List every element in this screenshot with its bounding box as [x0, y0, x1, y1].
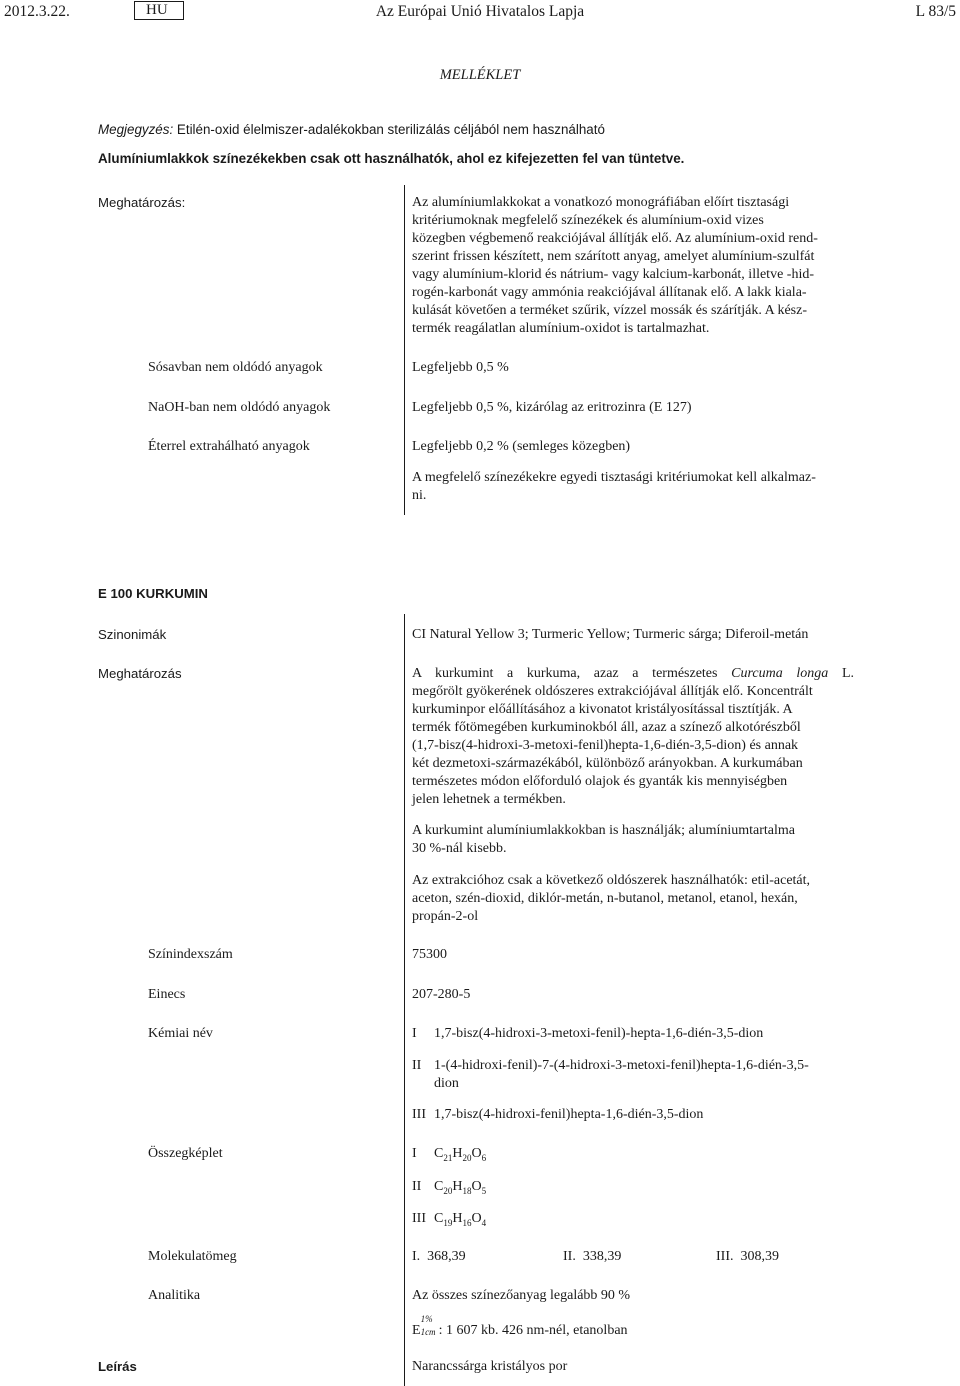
roman-numeral: III	[412, 1107, 426, 1122]
aluminium-final-note	[412, 469, 862, 505]
einecs-label: Einecs	[148, 987, 186, 1002]
spec-value: Legfeljebb 0,5 %	[412, 360, 509, 375]
chemical-name: 1-(4-hidroxi-fenil)-7-(4-hidroxi-3-metoxi-fenil)hepta-1,6-dién-3,5-	[434, 1058, 809, 1073]
chemical-name: 1,7-bisz(4-hidroxi-fenil)hepta-1,6-dién-3,5-dion	[434, 1107, 704, 1122]
chemical-name-item	[412, 1106, 862, 1124]
roman-numeral: II	[412, 1179, 422, 1194]
aluminium-definition	[412, 194, 862, 338]
roman-numeral: I	[412, 1146, 417, 1161]
spec-value: Legfeljebb 0,5 %, kizárólag az eritrozinra (E 127)	[412, 400, 692, 415]
solvent-line: Az extrakcióhoz csak a következő oldószerek használhatók: etil-acetát,	[412, 873, 811, 888]
definition-text: L.	[841, 666, 855, 681]
description-value: Narancssárga kristályos por	[412, 1359, 568, 1374]
definition-line: termék reagálatlan alumínium-oxidot is tartalmazhat.	[412, 321, 710, 336]
molecular-mass-item: II. 338,39	[563, 1249, 622, 1264]
definition-line: kritériumoknak megfelelő színezékek és alumínium-oxid vizes	[412, 213, 764, 228]
definition-line: jelen lehetnek a termékben.	[412, 792, 566, 807]
definition-line: két dezmetoxi-származékából, különböző arányokban. A kurkumában	[412, 756, 803, 771]
color-index-value: 75300	[412, 947, 447, 962]
definition-text: A kurkumint a kurkuma, azaz a természetes	[412, 666, 718, 681]
roman-numeral: II	[412, 1058, 422, 1073]
formula-item	[412, 1210, 862, 1228]
einecs-value: 207-280-5	[412, 987, 471, 1002]
formula-label: Összegképlet	[148, 1146, 223, 1161]
definition-line: szerint frissen készített, nem szárított anyag, amelyet alumínium-szulfát	[412, 249, 815, 264]
journal-title: Az Európai Unió Hivatalos Lapja	[375, 3, 585, 20]
column-divider	[404, 614, 405, 1386]
e100-definition	[412, 665, 854, 809]
annex-title: MELLÉKLET	[439, 67, 521, 83]
definition-line: rogén-karbonát vagy ammónia reakciójával állítanak elő. A lakk kiala-	[412, 285, 807, 300]
definition-line: termék főtömegében kurkuminokból áll, azaz a színező alkotórészből	[412, 720, 801, 735]
formula: $C_{21}H_{20}O_6$	[434, 1146, 487, 1163]
formula: $C_{19}H_{16}O_4$	[434, 1211, 487, 1228]
definition-line: Az alumíniumlakkokat a vonatkozó monográfiában előírt tisztasági	[412, 195, 790, 210]
spec-label: NaOH-ban nem oldódó anyagok	[148, 400, 331, 415]
synonyms-label: Szinonimák	[98, 627, 167, 642]
assay-value: Az összes színezőanyag legalább 90 %	[412, 1288, 631, 1303]
definition-line: kulását követően a terméket szűrik, vízzel mossák és szárítják. A kész-	[412, 303, 807, 318]
language-code: HU	[146, 2, 168, 18]
chemical-name: 1,7-bisz(4-hidroxi-3-metoxi-fenil)-hepta-1,6-dién-3,5-dion	[434, 1026, 764, 1041]
chemical-name: dion	[434, 1076, 459, 1091]
aluminium-definition-label: Meghatározás:	[98, 195, 186, 210]
note-text: Etilén-oxid élelmiszer-adalékokban sterilizálás céljából nem használható	[176, 122, 605, 137]
chemical-name-item	[412, 1025, 862, 1043]
latin-name: Curcuma longa	[731, 666, 829, 681]
aluminium-line: 30 %-nál kisebb.	[412, 841, 507, 856]
synonyms-value: CI Natural Yellow 3; Turmeric Yellow; Turmeric sárga; Diferoil-metán	[412, 627, 809, 642]
molecular-mass-item: III. 308,39	[716, 1249, 779, 1264]
e100-solvents	[412, 872, 862, 926]
definition-line: természetes módon előforduló olajok és gyanták kis mennyiségben	[412, 774, 788, 789]
aluminium-line: A kurkumint alumíniumlakkokban is használják; alumíniumtartalma	[412, 823, 795, 838]
assay-label: Analitika	[148, 1288, 201, 1303]
color-index-label: Színindexszám	[148, 947, 233, 962]
note	[98, 121, 605, 139]
solvent-line: aceton, szén-dioxid, diklór-metán, n-butanol, metanol, etanol, hexán,	[412, 891, 798, 906]
molecular-mass-label: Molekulatömeg	[148, 1249, 237, 1264]
publication-date: 2012.3.22.	[4, 3, 70, 20]
extinction-value: E 1% 1cm : 1 607 kb. 426 nm-nél, etanolban	[412, 1314, 628, 1338]
formula-item	[412, 1178, 862, 1196]
formula-item	[412, 1145, 862, 1163]
spec-value: Legfeljebb 0,2 % (semleges közegben)	[412, 439, 631, 454]
definition-line: közegben végbemenő reakciójával állítják elő. Az alumínium-oxid rend-	[412, 231, 818, 246]
spec-label: Sósavban nem oldódó anyagok	[148, 360, 323, 375]
solvent-line: propán-2-ol	[412, 909, 479, 924]
column-divider	[404, 185, 405, 515]
final-line: A megfelelő színezékekre egyedi tisztasági kritériumokat kell alkalmaz-	[412, 470, 816, 485]
e100-aluminium-note	[412, 822, 862, 858]
roman-numeral: III	[412, 1211, 426, 1226]
molecular-mass-item: I. 368,39	[412, 1249, 466, 1264]
chemical-name-label: Kémiai név	[148, 1026, 213, 1041]
aluminium-heading: Alumíniumlakkok színezékekben csak ott használhatók, ahol ez kifejezetten fel van tüntetve.	[98, 151, 685, 166]
definition-line: (1,7-bisz(4-hidroxi-3-metoxi-fenil)hepta-1,6-dién-3,5-dion) és annak	[412, 738, 799, 753]
definition-line: kurkuminpor előállításához a kivonatot kristályosítással tisztítják. A	[412, 702, 793, 717]
description-label: Leírás	[98, 1359, 137, 1374]
e100-title: E 100 KURKUMIN	[98, 586, 208, 601]
spec-label: Éterrel extrahálható anyagok	[148, 439, 310, 454]
definition-line: megőrölt gyökerének oldószeres extrakciójával állítják elő. Koncentrált	[412, 684, 813, 699]
definition-first-line	[412, 665, 854, 683]
e100-definition-label: Meghatározás	[98, 666, 182, 681]
formula: $C_{20}H_{18}O_5$	[434, 1179, 487, 1196]
chemical-name-item	[412, 1057, 862, 1093]
definition-line: vagy alumínium-klorid és nátrium- vagy kalcium-karbonát, illetve -hid-	[412, 267, 815, 282]
page-number: L 83/5	[915, 3, 956, 20]
note-label: Megjegyzés:	[98, 122, 174, 137]
final-line: ni.	[412, 488, 427, 503]
roman-numeral: I	[412, 1026, 417, 1041]
